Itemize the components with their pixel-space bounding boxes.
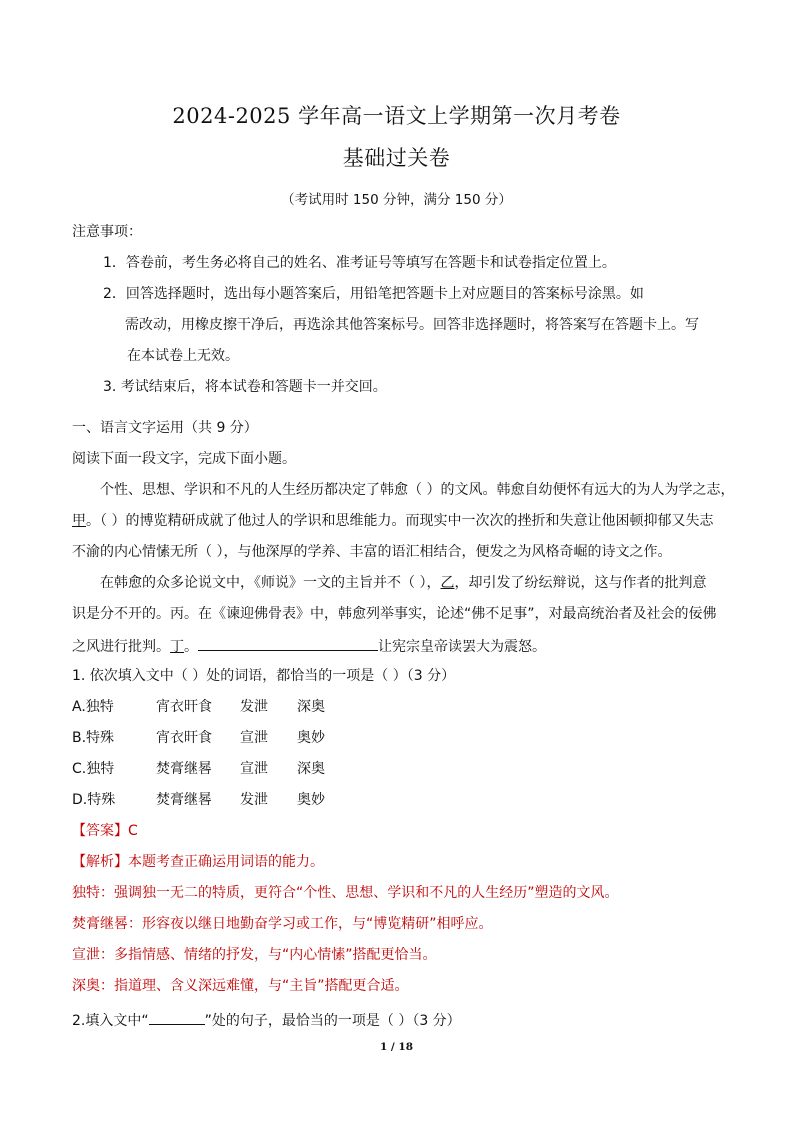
option-word-3: 奥妙 xyxy=(297,730,325,746)
option-word-2: 发泄 xyxy=(240,699,268,715)
option-letter: A.独特 xyxy=(72,699,114,715)
page-number: 1 / 18 xyxy=(379,1041,414,1053)
question-2-stem-a: 2.填入文中“ xyxy=(72,1013,149,1029)
passage-p1-line-2 xyxy=(72,512,713,530)
passage-p2-line-3 xyxy=(72,636,546,656)
question-2-blank xyxy=(149,1010,205,1025)
option-word-1: 焚膏继晷 xyxy=(156,792,212,808)
analysis-note: 独特：强调独一无二的特质，更符合“个性、思想、学识和不凡的人生经历”塑造的文风。 xyxy=(72,885,619,901)
question-2-stem xyxy=(72,1010,461,1030)
option-word-3: 奥妙 xyxy=(297,792,325,808)
marker-jia: 甲 xyxy=(72,513,86,529)
document-subtitle: 基础过关卷 xyxy=(342,146,451,170)
fill-blank xyxy=(198,636,378,651)
analysis-note: 深奥：指道理、含义深远难懂，与“主旨”搭配更合适。 xyxy=(72,978,409,994)
option-word-1: 焚膏继晷 xyxy=(156,761,212,777)
option-word-2: 宣泄 xyxy=(240,761,268,777)
option-word-2: 发泄 xyxy=(240,792,268,808)
reading-instruction: 阅读下面一段文字，完成下面小题。 xyxy=(72,451,296,467)
answer-line xyxy=(72,822,138,840)
question-2-stem-b: ”处的句子，最恰当的一项是（ ）（3 分） xyxy=(204,1013,461,1029)
document-title: 2024-2025 学年高一语文上学期第一次月考卷 xyxy=(172,104,621,128)
notice-item-2-line-3: 在本试卷上无效。 xyxy=(127,348,239,364)
passage-p2-line-1-c: ，却引发了纷纭辩说，这与作者的批判意 xyxy=(454,575,707,591)
notice-item-2-line-1: 2．回答选择题时，选出每小题答案后，用铅笔把答题卡上对应题目的答案标号涂黑。如 xyxy=(103,286,644,302)
option-word-2: 宣泄 xyxy=(240,730,268,746)
passage-p1-line-2-text: 。（ ）的博览精研成就了他过人的学识和思维能力。而现实中一次次的挫折和失意让他困顿抑郁又失志 xyxy=(86,513,714,529)
notice-item-2-line-2: 需改动，用橡皮擦干净后，再选涂其他答案标号。回答非选择题时，将答案写在答题卡上。写 xyxy=(125,317,699,333)
passage-p1-line-1: 个性、思想、学识和不凡的人生经历都决定了韩愈（ ）的文风。韩愈自幼便怀有远大的为人为学之志， xyxy=(100,482,735,498)
question-1-stem: 1. 依次填入文中（ ）处的词语，都恰当的一项是（ ）（3 分） xyxy=(72,668,456,684)
exam-info: （考试用时 150 分钟，满分 150 分） xyxy=(281,192,512,208)
analysis-text: 本题考查正确运用词语的能力。 xyxy=(128,854,324,870)
option-letter: D.特殊 xyxy=(72,792,116,808)
passage-p2-line-3-c: 。 xyxy=(184,639,198,655)
marker-ding: 丁 xyxy=(170,639,184,655)
passage-p2-line-3-a: 之风进行批判。 xyxy=(72,639,170,655)
option-word-1: 宵衣旰食 xyxy=(156,699,212,715)
marker-yi: 乙 xyxy=(440,575,455,591)
passage-p2-line-3-d: 让宪宗皇帝读罢大为震怒。 xyxy=(378,639,546,655)
option-word-3: 深奥 xyxy=(297,699,325,715)
analysis-note: 宣泄：多指情感、情绪的抒发，与“内心情愫”搭配更恰当。 xyxy=(72,947,437,963)
answer-tag: 【答案】 xyxy=(72,823,128,839)
option-letter: C.独特 xyxy=(72,761,115,777)
section-1-heading: 一、语言文字运用（共 9 分） xyxy=(72,420,258,436)
analysis-line xyxy=(72,853,324,871)
passage-p2-line-2: 识是分不开的。丙。在《谏迎佛骨表》中，韩愈列举事实，论述“佛不足事”，对最高统治者及社会的佞佛 xyxy=(72,606,717,622)
notice-heading: 注意事项： xyxy=(72,224,142,240)
option-word-3: 深奥 xyxy=(297,761,325,777)
analysis-tag: 【解析】 xyxy=(72,854,128,870)
option-word-1: 宵衣旰食 xyxy=(156,730,212,746)
notice-item-3: 3. 考试结束后，将本试卷和答题卡一并交回。 xyxy=(103,379,387,395)
answer-value: C xyxy=(128,823,138,839)
passage-p2-line-1 xyxy=(100,574,706,592)
analysis-note: 焚膏继晷：形容夜以继日地勤奋学习或工作，与“博览精研”相呼应。 xyxy=(72,916,493,932)
notice-item-1: 1．答卷前，考生务必将自己的姓名、准考证号等填写在答题卡和试卷指定位置上。 xyxy=(103,255,616,271)
passage-p2-line-1-a: 在韩愈的众多论说文中，《师说》一文的主旨并不（ ）， xyxy=(100,575,441,591)
passage-p1-line-3: 不渝的内心情愫无所（ ），与他深厚的学养、丰富的语汇相结合，便发之为风格奇崛的诗文之作。 xyxy=(72,544,672,560)
option-letter: B.特殊 xyxy=(72,730,115,746)
